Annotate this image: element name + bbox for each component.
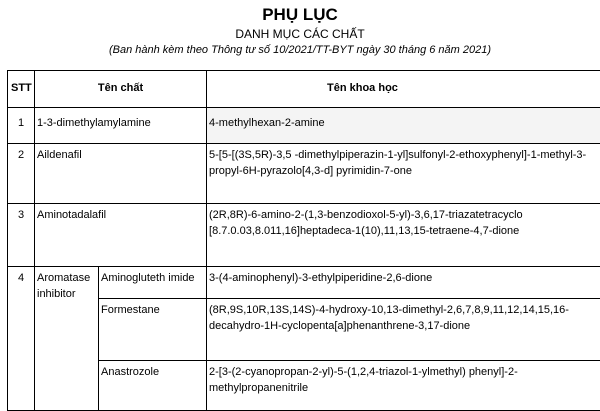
row-group-name: Aromatase inhibitor [35,267,99,411]
row-scientific-name: 3-(4-aminophenyl)-3-ethylpiperidine-2,6-dione [207,267,600,299]
table-row [8,108,600,144]
table-header-row [8,71,600,108]
row-name: Aildenafil [35,144,207,204]
row-scientific-name: (8R,9S,10R,13S,14S)-4-hydroxy-10,13-dimethyl-2,6,7,8,9,11,12,14,15,16-decahydro-1H-cyclopenta[a]phenanthrene-3,17-dione [207,299,600,361]
row-stt: 1 [8,108,35,144]
row-sub-name: Aminogluteth imide [99,267,207,299]
row-name: Aminotadalafil [35,204,207,267]
column-header-name: Tên chất [35,71,207,108]
row-stt: 4 [8,267,35,411]
row-scientific-name: (2R,8R)-6-amino-2-(1,3-benzodioxol-5-yl)-3,6,17-triazatetracyclo [8.7.0.03,8.011,16]heptadeca-1(10),11,13,15-tetraene-4,7-dione [207,204,600,267]
row-name: 1-3-dimethylamylamine [35,108,207,144]
row-stt: 3 [8,204,35,267]
page-subtitle: DANH MỤC CÁC CHẤT [0,27,600,42]
table-row [8,144,600,204]
column-header-stt: STT [8,71,35,108]
column-header-scientific-name: Tên khoa học [207,71,600,108]
table-row [8,204,600,267]
row-scientific-name: 4-methylhexan-2-amine [207,108,600,144]
row-scientific-name: 2-[3-(2-cyanopropan-2-yl)-5-(1,2,4-triazol-1-ylmethyl) phenyl]-2- methylpropanenitrile [207,361,600,411]
row-sub-name: Anastrozole [99,361,207,411]
row-scientific-name: 5-[5-[(3S,5R)-3,5 -dimethylpiperazin-1-yl]sulfonyl-2-ethoxyphenyl]-1-methyl-3-propyl-6H-pyrazolo[4,3-d] pyrimidin-7-one [207,144,600,204]
table-row [8,267,600,299]
substance-table [7,70,600,411]
page-title: PHỤ LỤC [0,5,600,25]
row-sub-name: Formestane [99,299,207,361]
issuance-note: (Ban hành kèm theo Thông tư số 10/2021/TT-BYT ngày 30 tháng 6 năm 2021) [0,43,600,57]
row-stt: 2 [8,144,35,204]
